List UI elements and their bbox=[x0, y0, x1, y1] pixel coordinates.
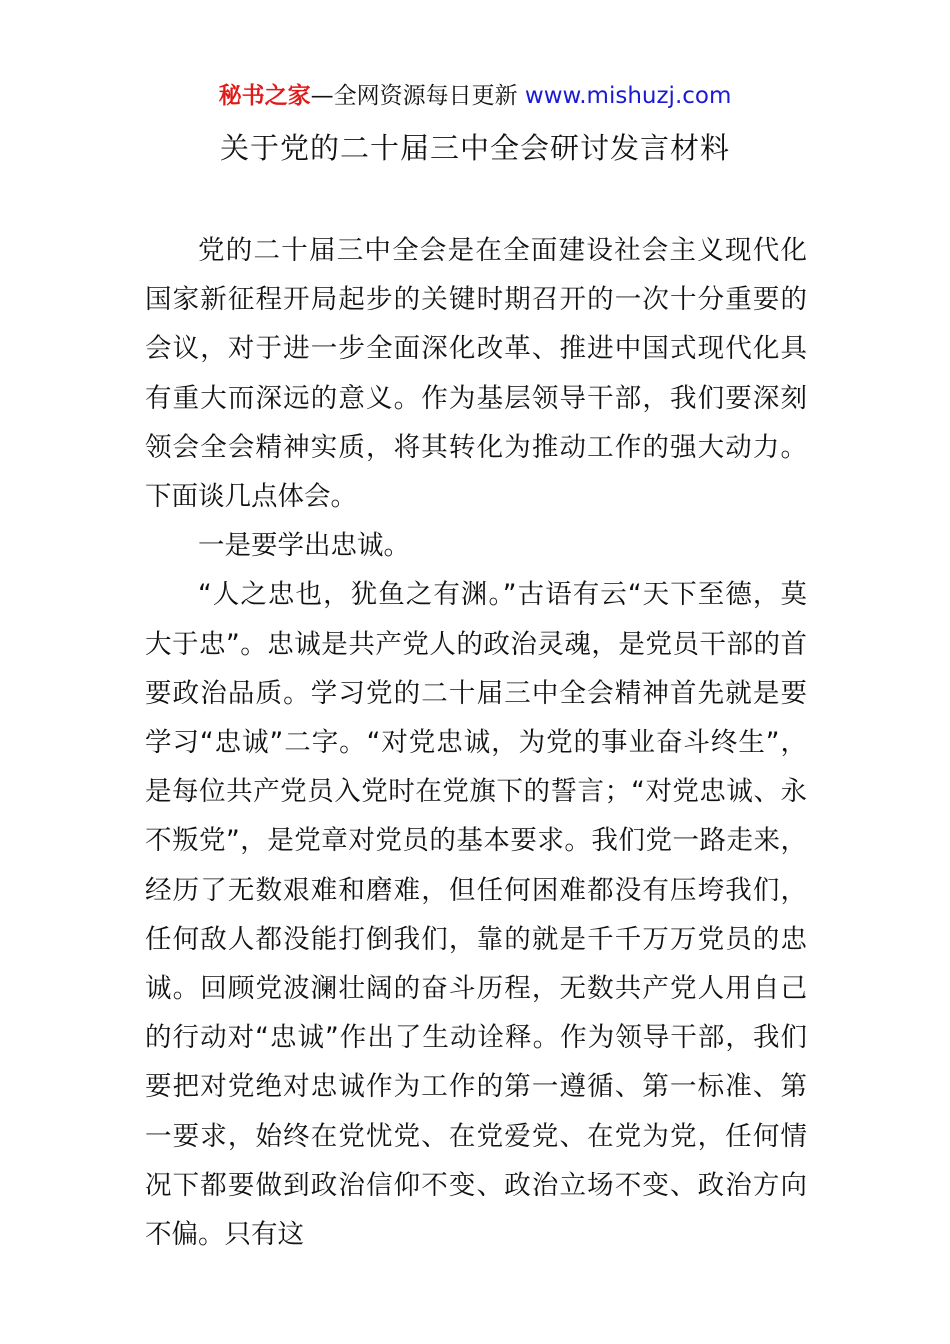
site-tagline: —全网资源每日更新 bbox=[310, 83, 518, 109]
site-url-link[interactable]: www.mishuzj.com bbox=[524, 83, 732, 109]
paragraph-loyalty: “人之忠也，犹鱼之有渊。”古语有云“天下至德，莫大于忠”。忠诚是共产党人的政治灵魂，是党员干部的首要政治品质。学习党的二十届三中全会精神首先就是要学习“忠诚”二字。“对党忠诚，为党的事业奋斗终生”，是每位共产党员入党时在党旗下的誓言；“对党忠诚、永不叛党”，是党章对党员的基本要求。我们党一路走来，经历了无数艰难和磨难，但任何困难都没有压垮我们，任何敌人都没能打倒我们，靠的就是千千万万党员的忠诚。回顾党波澜壮阔的奋斗历程，无数共产党人用自己的行动对“忠诚”作出了生动诠释。作为领导干部，我们要把对党绝对忠诚作为工作的第一遵循、第一标准、第一要求，始终在党忧党、在党爱党、在党为党，任何情况下都要做到政治信仰不变、政治立场不变、政治方向不偏。只有这 bbox=[145, 579, 807, 1251]
paragraph-heading-loyalty: 一是要学出忠诚。 bbox=[198, 530, 410, 562]
document-body bbox=[145, 226, 807, 1259]
paragraph-intro: 党的二十届三中全会是在全面建设社会主义现代化国家新征程开局起步的关键时期召开的一次十分重要的会议，对于进一步全面深化改革、推进中国式现代化具有重大而深远的意义。作为基层领导干部，我们要深刻领会全会精神实质，将其转化为推动工作的强大动力。下面谈几点体会。 bbox=[145, 235, 807, 513]
document-title: 关于党的二十届三中全会研讨发言材料 bbox=[219, 131, 730, 165]
site-name: 秘书之家 bbox=[218, 83, 311, 109]
site-header bbox=[0, 80, 950, 112]
